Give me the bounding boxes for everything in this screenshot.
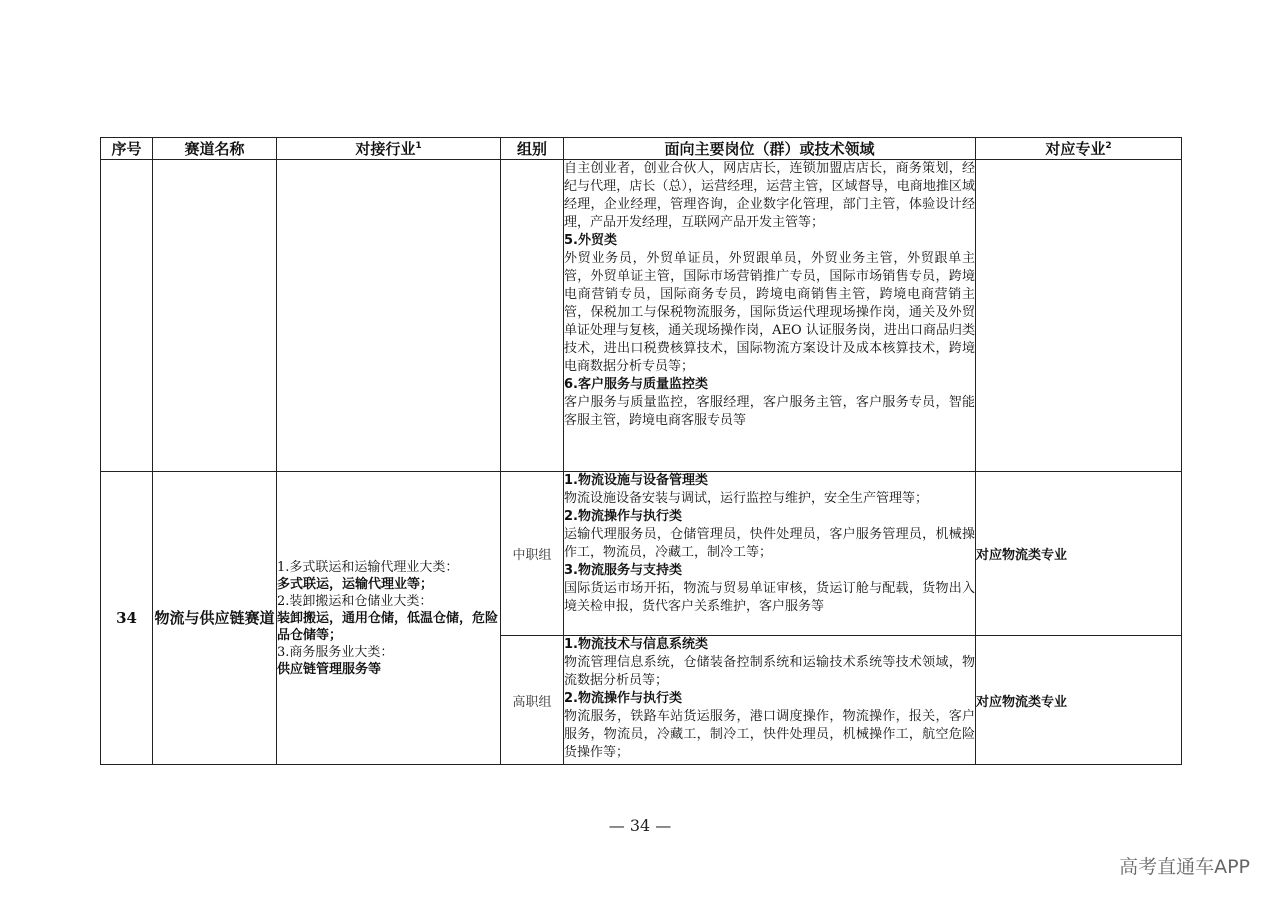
cell-track-name: 物流与供应链赛道 (153, 472, 277, 765)
positions-text: 外贸业务员，外贸单证员，外贸跟单员，外贸业务主管，外贸跟单主管，外贸单证主管，国际市场营销推广专员，国际市场销售专员，跨境电商营销专员，国际商务专员，跨境电商销售主管，跨境电商营销主管，保税加工与保税物流服务，国际货运代理现场操作岗，通关及外贸单证处理与复核，通关现场操作岗，AEO 认证服务岗，进出口商品归类技术，进出口税费核算技术，国际物流方案设计及成本核算技术，跨境电商数据分析专员等； (564, 251, 975, 374)
industry-category: 3.商务服务业大类： (277, 644, 394, 660)
industry-items: 装卸搬运，通用仓储，低温仓储，危险品仓储等； (277, 610, 499, 643)
positions-heading: 5.外贸类 (564, 233, 617, 248)
industry-category: 2.装卸搬运和仓储业大类： (277, 593, 433, 609)
header-seq: 序号 (101, 138, 153, 160)
positions-text: 国际货运市场开拓，物流与贸易单证审核，货运订舱与配载，货物出入境关检申报，货代客户关系维护，客户服务等 (564, 581, 975, 614)
cell-industry (277, 472, 501, 765)
header-positions: 面向主要岗位（群）或技术领域 (564, 138, 976, 160)
cell-major-higher: 对应物流类专业 (976, 636, 1182, 765)
positions-heading: 2.物流操作与执行类 (564, 509, 682, 524)
cell-major-secondary: 对应物流类专业 (976, 472, 1182, 636)
watermark-text: 高考直通车APP (1119, 856, 1250, 878)
header-track: 赛道名称 (153, 138, 277, 160)
page-number: — 34 — (608, 816, 672, 835)
cell-seq: 34 (101, 472, 153, 765)
industry-items: 供应链管理服务等 (277, 661, 382, 677)
industry-category: 1.多式联运和运输代理业大类： (277, 559, 459, 575)
header-industry: 对接行业$^1$ (277, 138, 501, 160)
positions-text: 自主创业者，创业合伙人，网店店长，连锁加盟店店长，商务策划，经纪与代理，店长（总），运营经理，运营主管，区域督导，电商地推区域经理，企业经理，管理咨询，企业数字化管理，部门主管，体验设计经理，产品开发经理，互联网产品开发主管等； (564, 161, 975, 230)
footnote-1: 1 (415, 140, 422, 151)
table-header-row (101, 138, 1182, 160)
footnote-2: 2 (1105, 140, 1112, 151)
positions-heading: 3.物流服务与支持类 (564, 563, 682, 578)
cell-seq-empty (101, 160, 153, 472)
positions-text: 客户服务与质量监控，客服经理，客户服务主管，客户服务专员，智能客服主管，跨境电商客服专员等 (564, 395, 975, 428)
positions-text: 物流管理信息系统，仓储装备控制系统和运输技术系统等技术领域，物流数据分析员等； (564, 655, 975, 688)
cell-positions-secondary (564, 472, 976, 636)
cell-positions-higher (564, 636, 976, 765)
industry-items: 多式联运，运输代理业等； (277, 576, 434, 592)
cell-track-empty (153, 160, 277, 472)
table-row-34-mid (101, 472, 1182, 636)
positions-heading: 2.物流操作与执行类 (564, 691, 682, 706)
header-major: 对应专业$^2$ (976, 138, 1182, 160)
cell-major-empty (976, 160, 1182, 472)
header-group: 组别 (501, 138, 564, 160)
positions-text: 物流服务，铁路车站货运服务，港口调度操作，物流操作，报关，客户服务，物流员，冷藏工，制冷工，快件处理员，机械操作工，航空危险货操作等； (564, 709, 975, 760)
cell-positions-continued (564, 160, 976, 472)
positions-heading: 1.物流技术与信息系统类 (564, 637, 708, 652)
positions-heading: 1.物流设施与设备管理类 (564, 473, 708, 488)
cell-group-empty (501, 160, 564, 472)
positions-text: 物流设施设备安装与调试，运行监控与维护，安全生产管理等； (564, 491, 929, 506)
cell-group-higher: 高职组 (501, 636, 564, 765)
table-row-continued (101, 160, 1182, 472)
cell-group-secondary: 中职组 (501, 472, 564, 636)
competition-table (100, 137, 1182, 765)
positions-heading: 6.客户服务与质量监控类 (564, 377, 708, 392)
cell-industry-empty (277, 160, 501, 472)
positions-text: 运输代理服务员，仓储管理员，快件处理员，客户服务管理员，机械操作工，物流员，冷藏工，制冷工等； (564, 527, 975, 560)
